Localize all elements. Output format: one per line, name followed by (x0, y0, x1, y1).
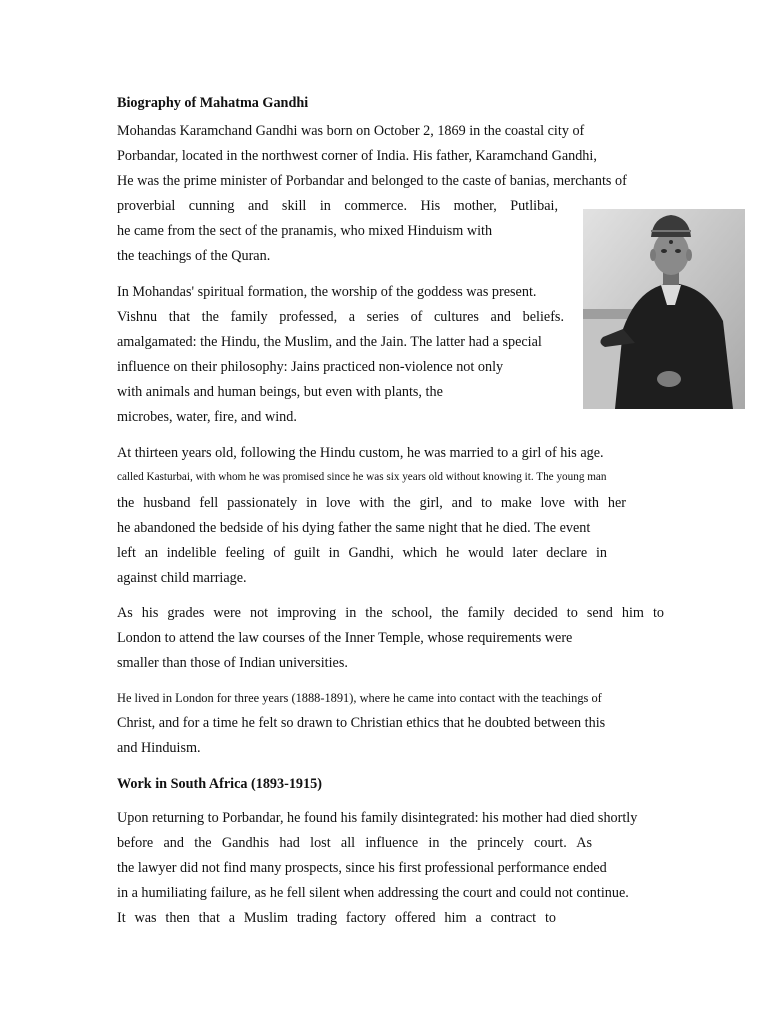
paragraph-line: At thirteen years old, following the Hindu custom, he was married to a girl of his age. (117, 445, 604, 461)
paragraph-line: proverbial cunning and skill in commerce. His mother, Putlibai, (117, 198, 558, 214)
document-title: Biography of Mahatma Gandhi (117, 95, 309, 111)
paragraph-line: It was then that a Muslim trading factory offered him a contract to (117, 910, 556, 926)
young-gandhi-photo (583, 209, 745, 409)
paragraph-line: and Hinduism. (117, 740, 201, 756)
paragraph-line: influence on their philosophy: Jains practiced non-violence not only (117, 359, 504, 375)
portrait-image (583, 209, 745, 409)
paragraph-line: amalgamated: the Hindu, the Muslim, and the Jain. The latter had a special (117, 334, 542, 350)
paragraph-line: the lawyer did not find many prospects, since his first professional performance ended (117, 860, 607, 876)
paragraph-line: He lived in London for three years (1888-1891), where he came into contact with the teachings of (117, 691, 602, 705)
paragraph-line: the teachings of the Quran. (117, 248, 271, 264)
paragraph-line: Vishnu that the family professed, a series of cultures and beliefs. (117, 309, 564, 325)
section-heading: Work in South Africa (1893-1915) (117, 776, 322, 792)
paragraph-line: microbes, water, fire, and wind. (117, 409, 297, 425)
paragraph-line: smaller than those of Indian universities. (117, 655, 348, 671)
paragraph-line: As his grades were not improving in the school, the family decided to send him to (117, 605, 664, 621)
paragraph-line: against child marriage. (117, 570, 247, 586)
paragraph-line: London to attend the law courses of the Inner Temple, whose requirements were (117, 630, 573, 646)
paragraph-line: Porbandar, located in the northwest corner of India. His father, Karamchand Gandhi, (117, 148, 597, 164)
paragraph-line: the husband fell passionately in love with the girl, and to make love with her (117, 495, 626, 511)
paragraph-line: Upon returning to Porbandar, he found his family disintegrated: his mother had died shortly (117, 810, 638, 826)
paragraph-line: called Kasturbai, with whom he was promised since he was six years old without knowing it. The young man (117, 471, 607, 483)
paragraph-line: he abandoned the bedside of his dying father the same night that he died. The event (117, 520, 591, 536)
paragraph-line: in a humiliating failure, as he fell silent when addressing the court and could not continue. (117, 885, 629, 901)
paragraph-line: He was the prime minister of Porbandar and belonged to the caste of banias, merchants of (117, 173, 627, 189)
paragraph-line: Christ, and for a time he felt so drawn to Christian ethics that he doubted between this (117, 715, 606, 731)
paragraph-line: before and the Gandhis had lost all influence in the princely court. As (117, 835, 592, 851)
paragraph-line: In Mohandas' spiritual formation, the worship of the goddess was present. (117, 284, 537, 300)
paragraph-line: with animals and human beings, but even with plants, the (117, 384, 443, 400)
paragraph-line: Mohandas Karamchand Gandhi was born on October 2, 1869 in the coastal city of (117, 123, 585, 139)
paragraph-line: left an indelible feeling of guilt in Gandhi, which he would later declare in (117, 545, 607, 561)
paragraph-line: he came from the sect of the pranamis, who mixed Hinduism with (117, 223, 493, 239)
